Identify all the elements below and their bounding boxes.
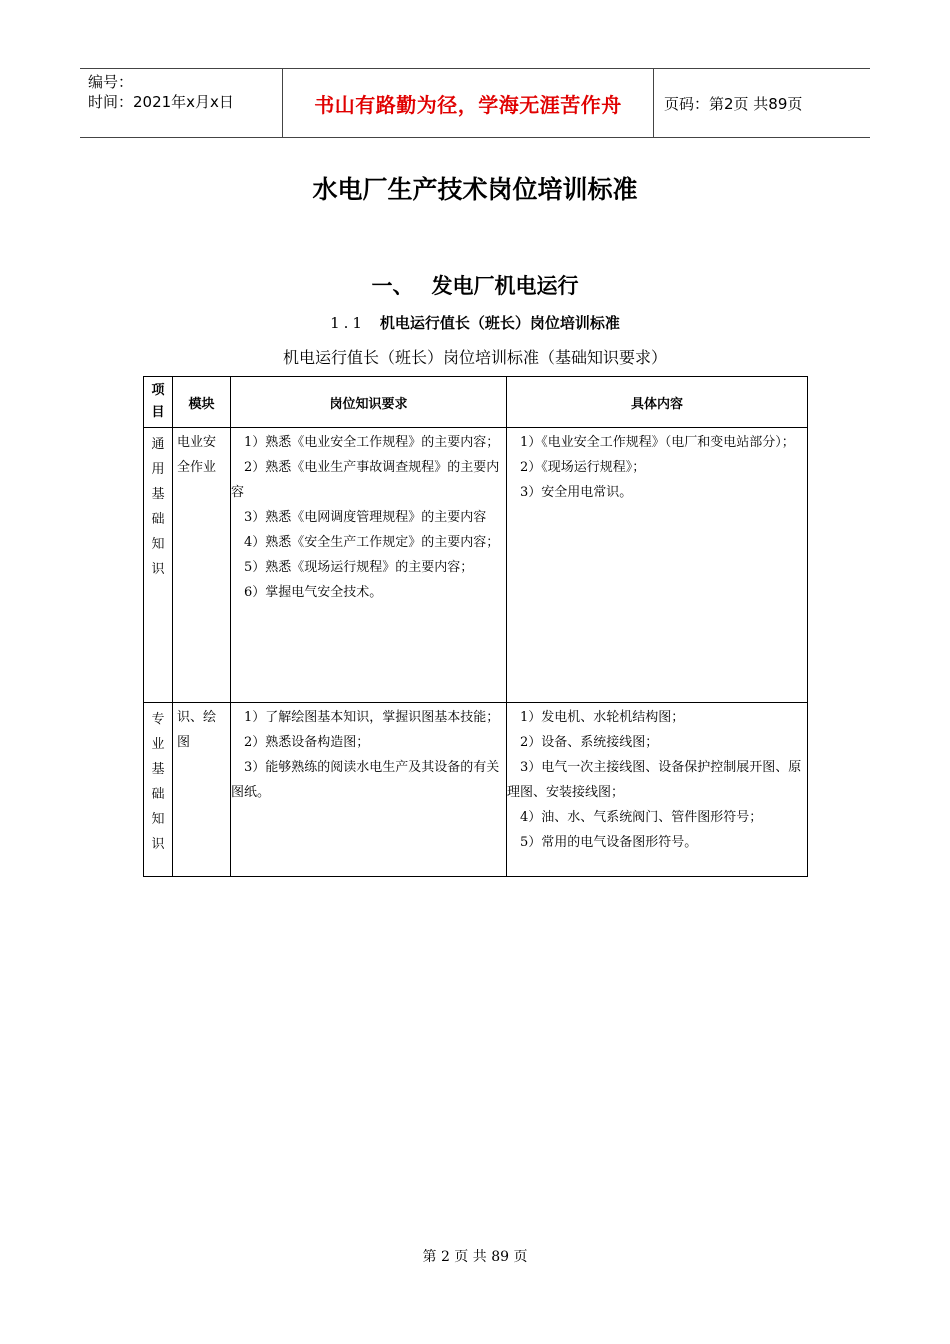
header-content: 具体内容 [507,377,808,428]
requirement-item: 5）熟悉《现场运行规程》的主要内容； [231,560,474,575]
requirement-item: 3）能够熟练的阅读水电生产及其设备的有关 [231,760,500,775]
content-item: 2）《现场运行规程》； [507,460,646,475]
section-heading [0,270,950,300]
content-item: 3）安全用电常识。 [507,485,633,500]
page-footer: 第 2 页 共 89 页 [422,1249,528,1265]
content-item: 3）电气一次主接线图、设备保护控制展开图、原理图、安装接线图； [507,760,802,800]
header-project: 项目 [144,377,173,428]
row-requirements [231,703,507,877]
section-number: 一、 [371,274,414,298]
row-project: 通用基础知识 [144,428,173,703]
subsection-heading [0,312,950,333]
page-header [80,68,870,138]
content-item: 1）发电机、水轮机结构图； [507,710,685,725]
content-item: 2）设备、系统接线图； [507,735,659,750]
row-module: 电业安全作业 [173,428,231,703]
row-requirements [231,428,507,703]
row-content [507,703,808,877]
subsection-number: 1.1 [330,314,366,332]
table-row [144,703,808,877]
content-item: 1）《电业安全工作规程》（电厂和变电站部分）； [507,435,795,450]
table-header-row [144,377,808,428]
header-motto: 书山有路勤为径，学海无涯苦作舟 [282,69,654,137]
requirement-item: 图纸。 [231,785,271,800]
document-number-label: 编号： [88,73,134,91]
document-title: 水电厂生产技术岗位培训标准 [312,175,638,204]
table-caption: 机电运行值长（班长）岗位培训标准（基础知识要求） [282,348,667,367]
header-meta [80,69,282,137]
header-page-info: 页码：第2页 共89页 [664,94,803,113]
content-item: 5）常用的电气设备图形符号。 [507,835,698,850]
row-module: 识、绘图 [173,703,231,877]
requirement-item: 2）熟悉设备构造图； [231,735,370,750]
requirement-item: 2）熟悉《电业生产事故调查规程》的主要内容 [231,460,500,500]
header-requirements: 岗位知识要求 [231,377,507,428]
requirement-item: 4）熟悉《安全生产工作规定》的主要内容； [231,535,500,550]
document-date: 时间：2021年x月x日 [88,93,234,111]
section-text: 发电厂机电运行 [431,274,579,298]
requirement-item: 1）熟悉《电业安全工作规程》的主要内容； [231,435,500,450]
requirement-item: 6）掌握电气安全技术。 [231,585,383,600]
header-module: 模块 [173,377,231,428]
training-standard-table [143,376,808,877]
row-content [507,428,808,703]
table-row [144,428,808,703]
row-project: 专业基础知识 [144,703,173,877]
subsection-text: 机电运行值长（班长）岗位培训标准 [379,314,620,332]
content-item: 4）油、水、气系统阀门、管件图形符号； [507,810,763,825]
requirement-item: 1）了解绘图基本知识，掌握识图基本技能； [231,710,500,725]
requirement-item: 3）熟悉《电网调度管理规程》的主要内容 [231,510,487,525]
